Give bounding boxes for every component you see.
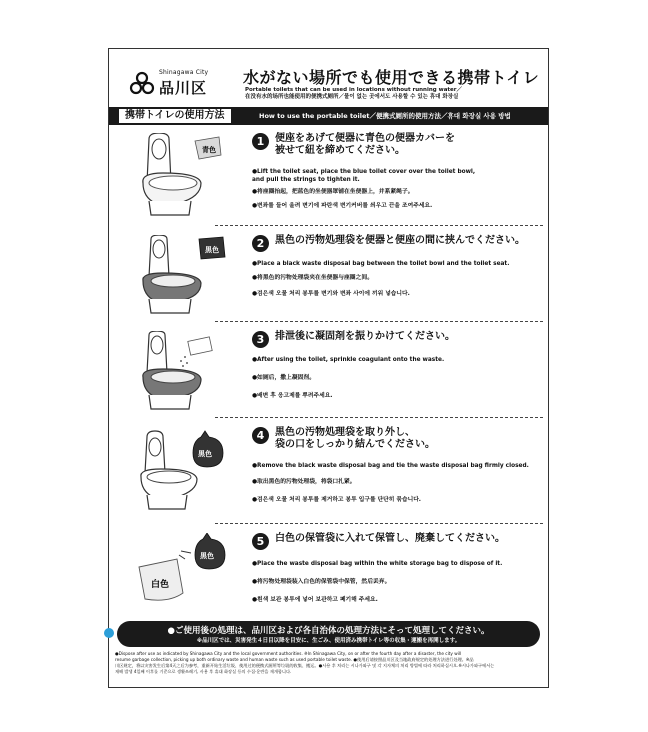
divider — [215, 225, 543, 226]
step-text-zh: ●将座圈抬起，把蓝色的坐便器罩铺在坐便器上，并系紧绳子。 — [252, 189, 414, 195]
step-number: 2 — [252, 235, 269, 252]
city-logo — [125, 67, 209, 101]
bag-label: 黒色 — [198, 450, 212, 458]
shinagawa-emblem-icon — [129, 71, 155, 97]
step-text-en: ●Remove the black waste disposal bag and tie the waste disposal bag firmly closed. — [252, 463, 529, 469]
step-title: 黒色の汚物処理袋を取り外し、 袋の口をしっかり結んでください。 — [275, 427, 435, 450]
instruction-sheet — [108, 48, 549, 688]
bag-label: 黒色 — [200, 552, 214, 560]
step-number: 4 — [252, 427, 269, 444]
disposal-notice-main: ●ご使用後の処理は、品川区および各自治体の処理方法にそって処理してください。 — [167, 626, 490, 636]
step-text-zh: ●如厕后，撒上凝固剂。 — [252, 375, 316, 381]
step-title: 排泄後に凝固剤を振りかけてください。 — [275, 331, 455, 342]
city-name-jp: 品川区 — [159, 79, 208, 97]
toilet-black-bag-illustration — [129, 235, 229, 321]
step-number: 1 — [252, 133, 269, 150]
step-text-ko: ●변좌를 들어 올려 변기에 파란색 변기커버를 씌우고 끈을 조여주세요. — [252, 203, 433, 209]
step-title: 便座をあげて便器に青色の便器カバーを 被せて紐を締めてください。 — [275, 133, 455, 156]
fine-print: ●Dispose after use as indicated by Shinagawa City and the local government authorities. ※In Shinagawa City, on or after the fourth day after a disaster, the city will — [115, 651, 462, 656]
step-text-en: ●After using the toilet, sprinkle coagulant onto the waste. — [252, 357, 445, 363]
step-text-ko: ●검은색 오물 처리 봉투를 제거하고 봉투 입구를 단단히 묶습니다. — [252, 497, 422, 503]
step-title: 黒色の汚物処理袋を便器と便座の間に挟んでください。 — [275, 235, 525, 246]
step-text-zh: ●将污物处理袋装入白色的保管袋中保管，然后丢弃。 — [252, 579, 391, 585]
fine-print: 재해 발생 4일째 이후를 기준으로 생활쓰레기, 사용 후 휴대 화장실 등의 수집·운반을 재개합니다. — [115, 669, 292, 674]
step-text-ko: ●배변 후 응고제를 뿌려주세요. — [252, 393, 333, 399]
section-label-multilingual: How to use the portable toilet／便携式厕所的使用方法／휴대 화장실 사용 방법 — [259, 112, 511, 120]
step-text-en: ●Place the waste disposal bag within the white storage bag to dispose of it. — [252, 561, 503, 567]
step-number: 3 — [252, 331, 269, 348]
bag-label: 黒色 — [205, 246, 219, 254]
step-text-en: ●Lift the toilet seat, place the blue toilet cover over the toilet bowl, — [252, 169, 476, 175]
step-title: 白色の保管袋に入れて保管し、廃棄してください。 — [275, 533, 505, 544]
toilet-tied-bag-illustration — [129, 427, 229, 513]
subtitle-en: Portable toilets that can be used in locations without running water／ — [245, 87, 462, 93]
city-name-en: Shinagawa City — [159, 69, 209, 76]
fine-print: 川区规定，将以灾害发生后第4天之后为参考，重新开始生活垃圾、使用过的便携式厕所等垃圾的收集、搬运。●사용 후 처리는 시나가와구 및 각 지자체의 처리 방법에 따라 처리하십시오.※시나가와구에서는 — [115, 663, 495, 668]
page-marker-dot — [104, 628, 114, 638]
step-text-ko: ●흰색 보관 봉투에 넣어 보관하고 폐기해 주세요. — [252, 597, 378, 603]
step-text-en: ●Place a black waste disposal bag between the toilet bowl and the toilet seat. — [252, 261, 510, 267]
bag-label: 青色 — [202, 146, 216, 154]
disposal-notice-sub: ※品川区では、災害発生４日目以降を目安に、生ごみ、使用済み携帯トイレ等の収集・運搬を再開します。 — [196, 638, 461, 644]
step-text-en-2: and pull the strings to tighten it. — [252, 177, 360, 183]
divider — [215, 523, 543, 524]
divider — [215, 321, 543, 322]
step-text-zh: ●取出黑色的污物处理袋，将袋口扎紧。 — [252, 479, 356, 485]
white-storage-bag-illustration — [129, 533, 229, 619]
step-text-ko: ●검은색 오물 처리 봉투를 변기와 변좌 사이에 끼워 넣습니다. — [252, 291, 410, 297]
white-bag-label: 白色 — [151, 580, 170, 590]
toilet-coagulant-illustration — [129, 331, 229, 417]
fine-print: resume garbage collection, picking up both ordinary waste and human waste such as used portable toilet waste. ●使用后请按照品川区及当地政府规定的处理方法进行处理。※品 — [115, 657, 474, 662]
step-number: 5 — [252, 533, 269, 550]
subtitle-zh-ko: 在没有水的场所也能使用的便携式厕所／물이 없는 곳에서도 사용할 수 있는 휴대 화장실 — [245, 94, 459, 100]
step-text-zh: ●将黑色的污物处理袋夹在坐便器与座圈之间。 — [252, 275, 373, 281]
divider — [215, 417, 543, 418]
section-header — [109, 107, 548, 125]
toilet-blue-cover-illustration — [129, 133, 229, 219]
section-label: 携帯トイレの使用方法 — [119, 109, 231, 123]
disposal-notice — [117, 621, 540, 647]
page-title: 水がない場所でも使用できる携帯トイレ — [243, 68, 540, 87]
